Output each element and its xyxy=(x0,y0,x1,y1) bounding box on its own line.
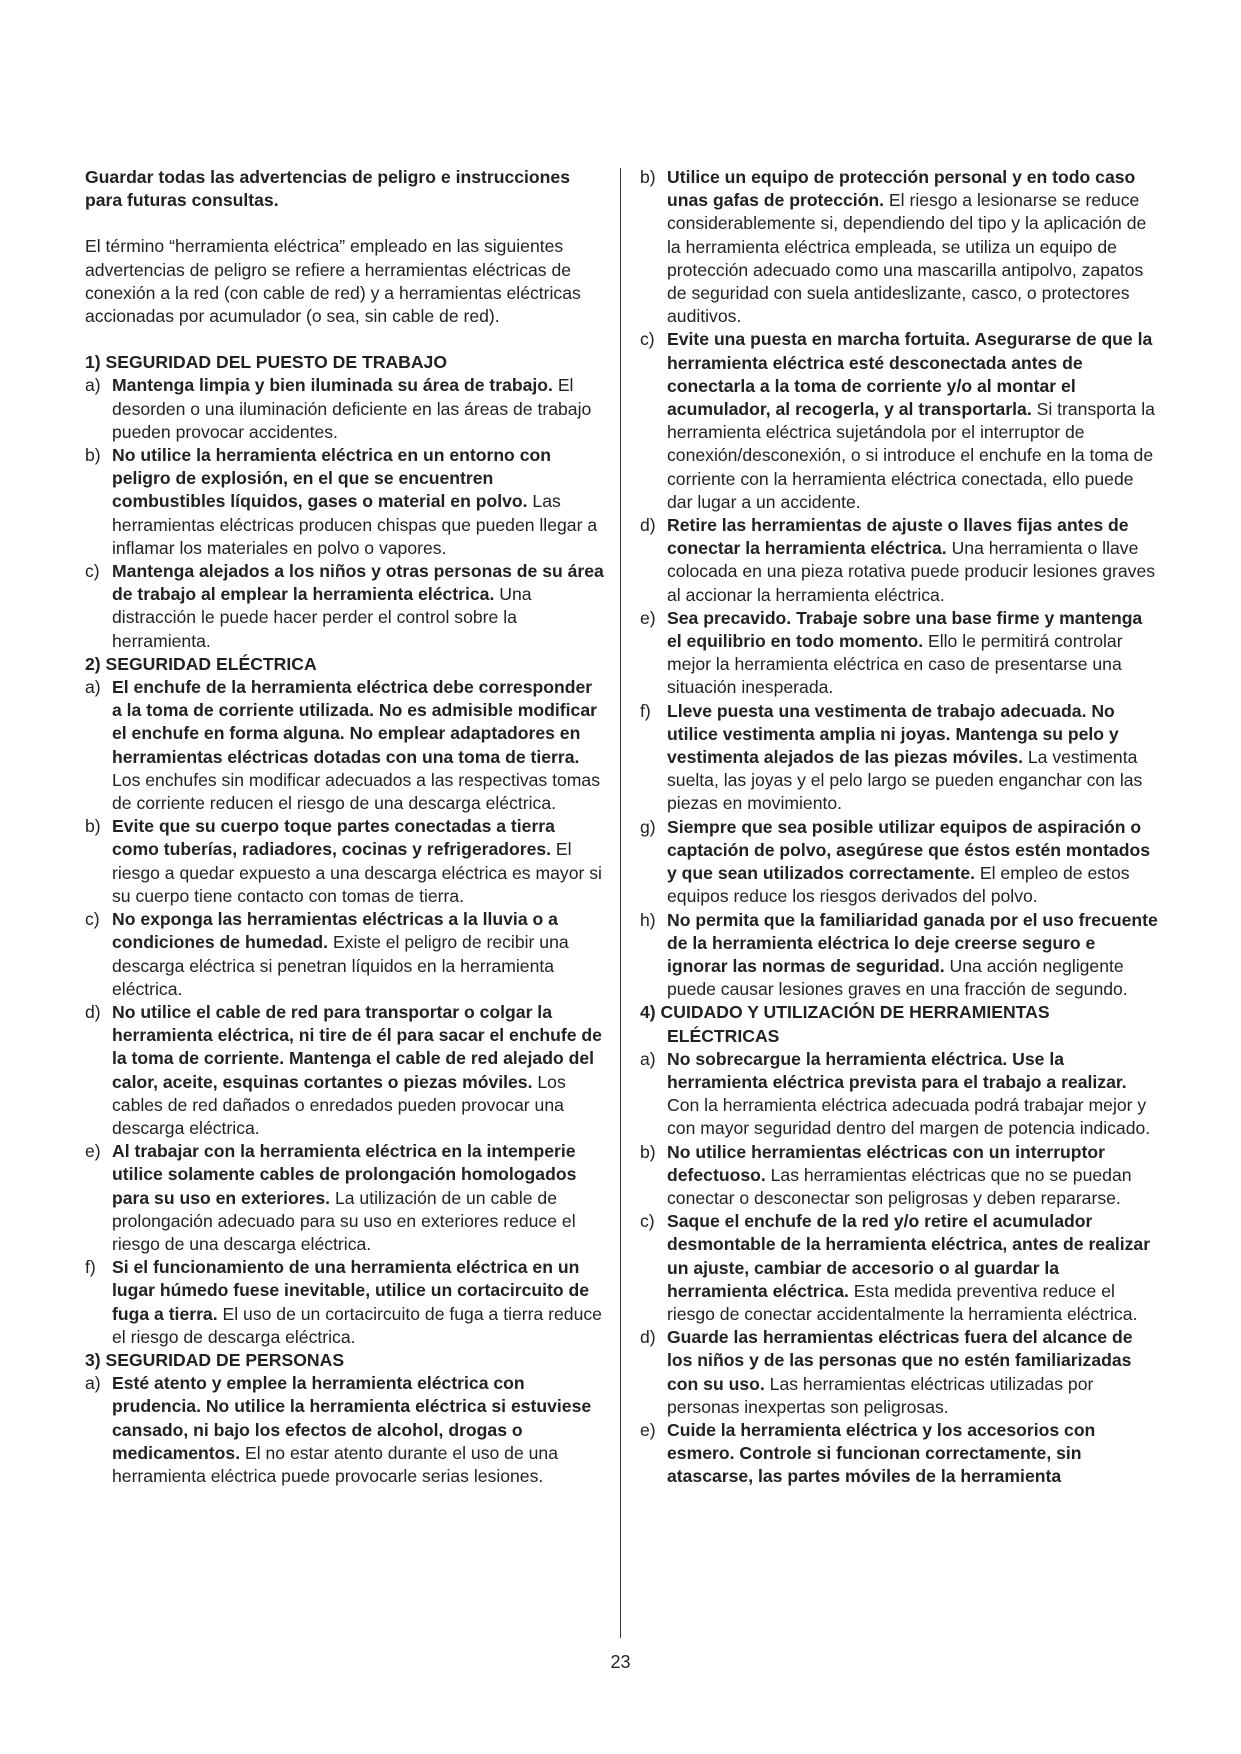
item-letter: a) xyxy=(85,677,101,698)
list-item xyxy=(85,1001,605,1140)
item-bold: Evite una puesta en marcha fortuita. Asegurarse de que la herramienta eléctrica esté desconectada antes de conectarla a la toma de corriente y/o al montar el acumulador, al recogerla, y al transportarla. xyxy=(667,329,1153,420)
item-letter: b) xyxy=(85,445,101,466)
intro-warning: Guardar todas las advertencias de peligro e instrucciones para futuras consultas. xyxy=(85,167,570,211)
section-title-personal: 3) SEGURIDAD DE PERSONAS xyxy=(85,1349,345,1370)
item-letter: a) xyxy=(85,375,101,396)
item-text: Esta medida preventiva reduce el riesgo de conectar accidentalmente la herramienta eléctrica. xyxy=(667,1280,1138,1324)
item-letter: b) xyxy=(85,816,101,837)
item-bold: Lleve puesta una vestimenta de trabajo adecuada. No utilice vestimenta amplia ni joyas. Mantenga su pelo y vestimenta alejados de las piezas móviles. xyxy=(667,700,1119,768)
list-item xyxy=(640,1419,1160,1489)
left-column xyxy=(85,166,605,1488)
section-title-electrical: 2) SEGURIDAD ELÉCTRICA xyxy=(85,653,317,674)
item-bold: Saque el enchufe de la red y/o retire el acumulador desmontable de la herramienta eléctrica, antes de realizar un ajuste, cambiar de accesorio o al guardar la herramienta eléctrica. xyxy=(667,1211,1151,1301)
item-letter: g) xyxy=(640,816,656,837)
item-letter: c) xyxy=(85,909,100,930)
item-text: La utilización de un cable de prolongación adecuado para su uso en exteriores reduce el riesgo de una descarga eléctrica. xyxy=(112,1187,576,1254)
item-letter: d) xyxy=(640,515,656,536)
item-text: Las herramientas eléctricas utilizadas por personas inexpertas son peligrosas. xyxy=(667,1373,1094,1417)
item-text: Existe el peligro de recibir una descarga eléctrica si penetran líquidos en la herramienta eléctrica. xyxy=(112,932,569,999)
item-bold: No permita que la familiaridad ganada por el uso frecuente de la herramienta eléctrica lo deje creerse seguro e ignorar las normas de seguridad. xyxy=(667,909,1158,976)
section-title-tool-care: 4) CUIDADO Y UTILIZACIÓN DE HERRAMIENTAS ELÉCTRICAS xyxy=(640,1002,1050,1046)
item-letter: d) xyxy=(640,1327,656,1348)
item-bold: Esté atento y emplee la herramienta eléctrica con prudencia. No utilice la herramienta eléctrica si estuviese cansado, ni bajo los efectos de alcohol, drogas o medicamentos. xyxy=(112,1373,592,1463)
page-number: 23 xyxy=(610,1652,631,1672)
column-divider xyxy=(620,168,621,1638)
item-text: Con la herramienta eléctrica adecuada podrá trabajar mejor y con mayor seguridad dentro del margen de potencia indicado. xyxy=(667,1095,1151,1139)
item-bold: No utilice la herramienta eléctrica en un entorno con peligro de explosión, en el que se encuentren combustibles líquidos, gases o material en polvo. xyxy=(112,445,551,512)
item-bold: No utilice herramientas eléctricas con un interruptor defectuoso. xyxy=(667,1141,1106,1185)
item-letter: a) xyxy=(640,1048,656,1069)
item-letter: e) xyxy=(85,1141,101,1162)
item-text: Una herramienta o llave colocada en una pieza rotativa puede producir lesiones graves al accionar la herramienta eléctrica. xyxy=(667,538,1156,605)
item-letter: b) xyxy=(640,1141,656,1162)
item-bold: El enchufe de la herramienta eléctrica debe corresponder a la toma de corriente utilizada. No es admisible modificar el enchufe en forma alguna. No emplear adaptadores en herramientas eléctricas dotadas con una toma de tierra. xyxy=(112,677,597,767)
list-item xyxy=(640,816,1160,909)
intro-paragraph: El término “herramienta eléctrica” empleado en las siguientes advertencias de peligro se refiere a herramientas eléctricas de conexión a la red (con cable de red) y a herramientas eléctricas accionadas por acumulador (o sea, sin cable de red). xyxy=(85,236,581,327)
list-item xyxy=(85,676,605,815)
list-item xyxy=(640,607,1160,700)
item-text: Los enchufes sin modificar adecuados a las respectivas tomas de corriente reducen el riesgo de una descarga eléctrica. xyxy=(112,769,600,814)
list-item xyxy=(640,1326,1160,1419)
list-item xyxy=(85,908,605,1001)
list-item xyxy=(85,1256,605,1349)
item-text: Las herramientas eléctricas producen chispas que pueden llegar a inflamar los materiales en polvo o vapores. xyxy=(112,491,598,558)
item-text: Si transporta la herramienta eléctrica sujetándola por el interruptor de conexión/desconexión, o si introduce el enchufe en la toma de corriente con la herramienta eléctrica conectada, ello puede dar lugar a un accidente. xyxy=(667,399,1155,512)
item-bold: Sea precavido. Trabaje sobre una base firme y mantenga el equilibrio en todo momento. xyxy=(667,607,1143,652)
item-letter: e) xyxy=(640,607,656,628)
list-item xyxy=(85,1372,605,1488)
item-bold: Al trabajar con la herramienta eléctrica en la intemperie utilice solamente cables de prolongación homologados para su uso en exteriores. xyxy=(112,1141,577,1208)
list-item xyxy=(640,1210,1160,1326)
list-item xyxy=(640,514,1160,607)
item-letter: c) xyxy=(85,561,100,582)
item-text: El desorden o una iluminación deficiente en las áreas de trabajo pueden provocar accidentes. xyxy=(112,375,592,442)
list-item xyxy=(640,1048,1160,1141)
item-text: Una distracción le puede hacer perder el control sobre la herramienta. xyxy=(112,584,532,651)
item-text: El riesgo a lesionarse se reduce considerablemente si, dependiendo del tipo y la aplicación de la herramienta eléctrica empleada, se utiliza un equipo de protección adecuado como una mascarilla antipolvo, zapatos de seguridad con suela antideslizante, casco, o protectores auditivos. xyxy=(667,190,1147,327)
item-text: La vestimenta suelta, las joyas y el pelo largo se pueden enganchar con las piezas en movimiento. xyxy=(667,747,1143,814)
item-letter: d) xyxy=(85,1001,101,1022)
item-bold: Cuide la herramienta eléctrica y los accesorios con esmero. Controle si funcionan correctamente, sin atascarse, las partes móviles de la herramienta xyxy=(667,1419,1096,1487)
item-text: Una acción negligente puede causar lesiones graves en una fracción de segundo. xyxy=(667,955,1128,1000)
item-bold: Siempre que sea posible utilizar equipos de aspiración o captación de polvo, asegúrese que éstos estén montados y que sean utilizados correctamente. xyxy=(667,816,1150,884)
item-letter: c) xyxy=(640,1211,655,1232)
item-letter: f) xyxy=(85,1257,96,1278)
item-bold: No utilice el cable de red para transportar o colgar la herramienta eléctrica, ni tire de él para sacar el enchufe de la toma de corriente. Mantenga el cable de red alejado del calor, aceite, esquinas cortantes o piezas móviles. xyxy=(112,1001,602,1092)
item-letter: h) xyxy=(640,909,656,930)
item-letter: f) xyxy=(640,700,651,721)
list-item xyxy=(85,374,605,444)
item-text: Los cables de red dañados o enredados pueden provocar una descarga eléctrica. xyxy=(112,1071,566,1138)
item-text: Las herramientas eléctricas que no se puedan conectar o desconectar son peligrosas y deben repararse. xyxy=(667,1164,1132,1208)
section-title-workplace: 1) SEGURIDAD DEL PUESTO DE TRABAJO xyxy=(85,352,448,373)
list-item xyxy=(640,328,1160,514)
item-bold: No sobrecargue la herramienta eléctrica. Use la herramienta eléctrica prevista para el trabajo a realizar. xyxy=(667,1048,1127,1092)
list-item xyxy=(640,1141,1160,1211)
item-letter: b) xyxy=(640,167,656,187)
item-bold: Utilice un equipo de protección personal y en todo caso unas gafas de protección. xyxy=(667,167,1136,211)
list-item xyxy=(85,560,605,653)
item-bold: Mantenga alejados a los niños y otras personas de su área de trabajo al emplear la herramienta eléctrica. xyxy=(112,561,604,605)
item-letter: a) xyxy=(85,1373,101,1394)
item-text: El no estar atento durante el uso de una herramienta eléctrica puede provocarle serias lesiones. xyxy=(112,1442,558,1486)
list-item xyxy=(640,909,1160,1002)
item-bold: Evite que su cuerpo toque partes conectadas a tierra como tuberías, radiadores, cocinas y refrigeradores. xyxy=(112,816,555,860)
list-item xyxy=(640,700,1160,816)
item-bold: Guarde las herramientas eléctricas fuera del alcance de los niños y de las personas que no estén familiarizadas con su uso. xyxy=(667,1327,1133,1394)
list-item xyxy=(85,444,605,560)
item-letter: c) xyxy=(640,329,655,350)
item-bold: Mantenga limpia y bien iluminada su área de trabajo. xyxy=(112,375,553,396)
item-text: El empleo de estos equipos reduce los riesgos derivados del polvo. xyxy=(667,863,1130,907)
right-column xyxy=(640,166,1160,1489)
item-letter: e) xyxy=(640,1419,656,1440)
list-item xyxy=(85,1140,605,1256)
list-item xyxy=(640,166,1160,328)
item-bold: Retire las herramientas de ajuste o llaves fijas antes de conectar la herramienta eléctrica. xyxy=(667,515,1129,559)
item-text: Ello le permitirá controlar mejor la herramienta eléctrica en caso de presentarse una situación inesperada. xyxy=(667,631,1123,698)
item-text: El riesgo a quedar expuesto a una descarga eléctrica es mayor si su cuerpo tiene contacto con tomas de tierra. xyxy=(112,839,602,906)
list-item xyxy=(85,815,605,908)
item-text: El uso de un cortacircuito de fuga a tierra reduce el riesgo de descarga eléctrica. xyxy=(112,1303,602,1347)
item-bold: No exponga las herramientas eléctricas a la lluvia o a condiciones de humedad. xyxy=(112,909,558,953)
item-bold: Si el funcionamiento de una herramienta eléctrica en un lugar húmedo fuese inevitable, utilice un cortacircuito de fuga a tierra. xyxy=(112,1257,590,1324)
